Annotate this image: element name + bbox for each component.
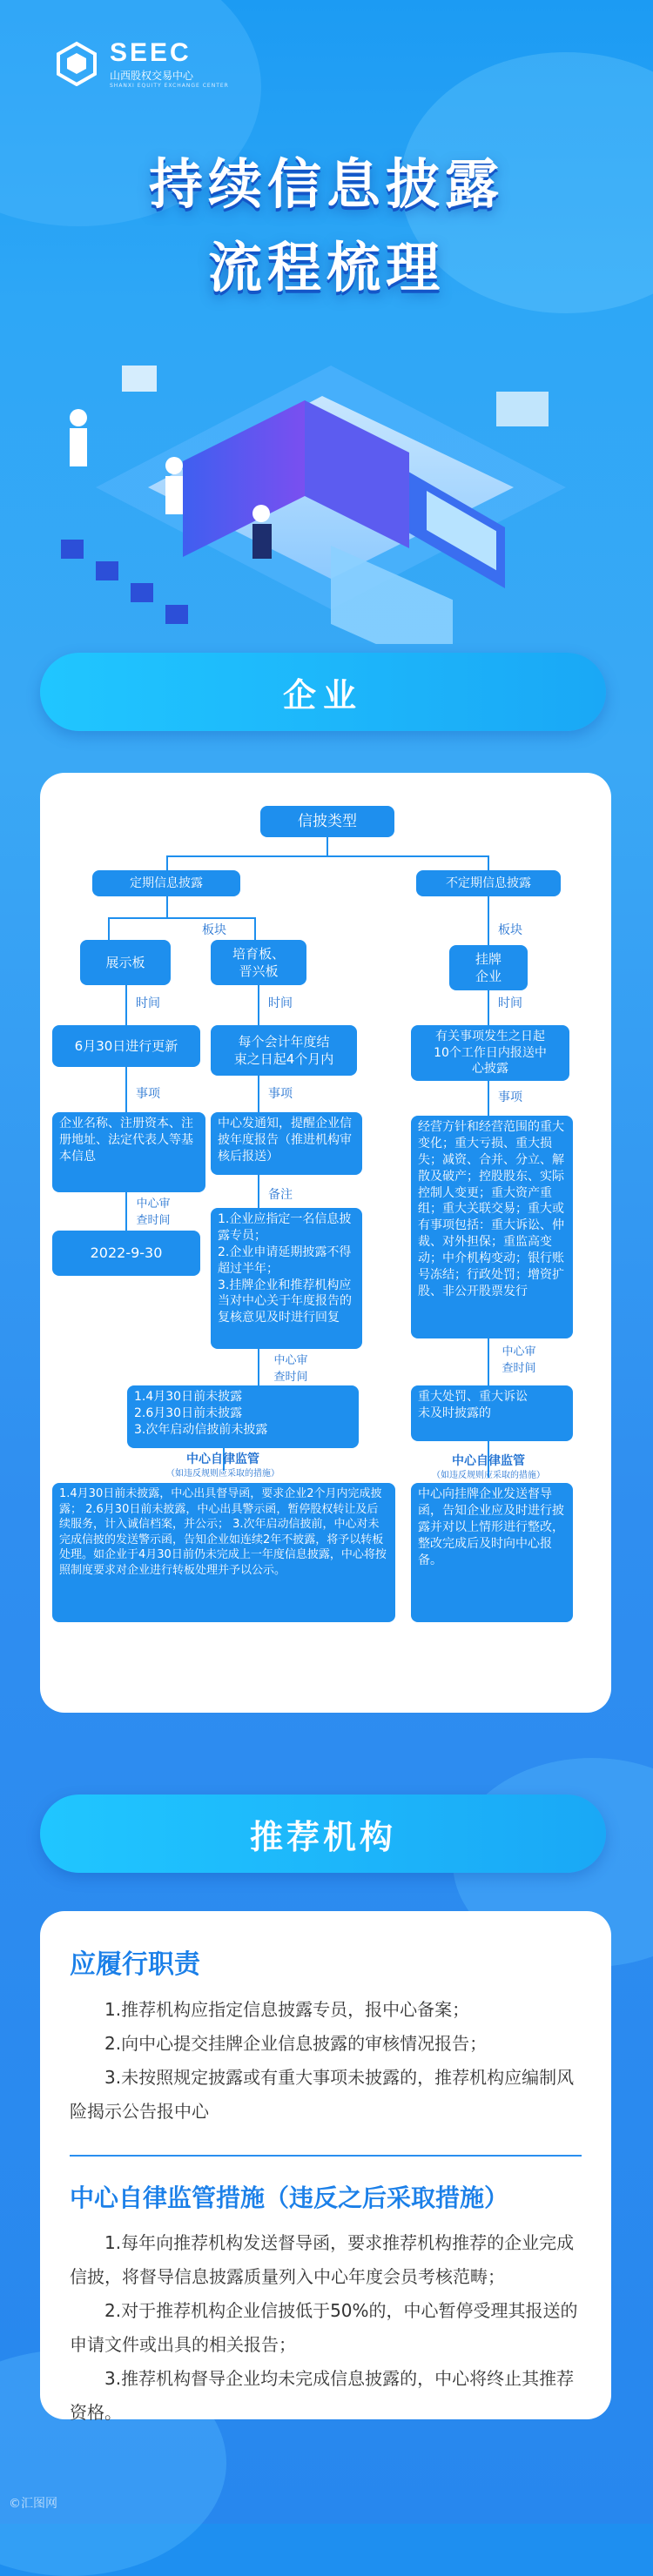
connector (258, 1076, 259, 1112)
flow-listed-enterprise: 挂牌 企业 (449, 945, 528, 990)
connector (326, 837, 328, 856)
logo-subtitle: 山西股权交易中心 (110, 70, 194, 82)
flow-cultivate-board: 培育板、 晋兴板 (211, 940, 306, 985)
flow-listed-review: 重大处罚、重大诉讼 未及时披露的 (411, 1385, 573, 1441)
connector (258, 1175, 259, 1208)
connector (166, 896, 168, 917)
section-pill-institution: 推荐机构 (40, 1794, 606, 1873)
isometric-factory-illustration (44, 313, 618, 644)
label-board: 板块 (202, 923, 226, 937)
label-matter: 事项 (136, 1087, 160, 1101)
flow-listed-time: 有关事项发生之日起 10个工作日内报送中 心披露 (411, 1025, 569, 1081)
label-time: 时间 (136, 996, 160, 1010)
connector (488, 990, 489, 1025)
label-time-2: 时间 (268, 996, 293, 1010)
measure-item: 2.对于推荐机构企业信披低于50%的，中心暂停受理其报送的申请文件或出具的相关报告； (70, 2300, 578, 2355)
label-supervise-sub: （如违反规则应采取的措施） (166, 1469, 279, 1479)
label-review-3: 中心审 查时间 (502, 1345, 536, 1375)
flow-cultivate-measures: 1.4月30日前未披露，中心出具督导函，要求企业2个月内完成披露； 2.6月30日前未披露，中心出具警示函，暂停股权转让及后续服务，计入诚信档案，并公示； 3.次年启动信披前，中心对未完成信披的发送警示函，告知企业如连续2年不披露，将予以转板处理。如企业于4月30日前仍未完成上一年度信息披露，中心将按照制度要求对企业进行转板处理并予以公示。 (52, 1483, 395, 1622)
connector (125, 985, 127, 1025)
flow-listed-measures: 中心向挂牌企业发送督导函，告知企业应及时进行披露并对以上情形进行整改，整改完成后及时向中心报备。 (411, 1483, 573, 1622)
label-review: 中心审 查时间 (136, 1197, 171, 1227)
flow-review-date: 2022-9-30 (52, 1231, 200, 1276)
label-supervise: 中心自律监管 (186, 1452, 259, 1466)
measure-list (70, 2226, 582, 2430)
label-matter-3: 事项 (498, 1090, 522, 1104)
divider (70, 2155, 582, 2157)
duty-list (70, 1993, 582, 2129)
label-supervise-sub-2: （如违反规则应采取的措施） (432, 1471, 545, 1480)
connector (108, 917, 256, 919)
logo-cube-icon (54, 41, 99, 86)
label-review-2: 中心审 查时间 (273, 1354, 308, 1384)
flow-listed-matter: 经营方针和经营范围的重大变化；重大亏损、重大损失；减资、合并、分立、解散及破产；控股股东、实际控制人变更；重大资产重组；重大关联交易；重大或有事项包括：重大诉讼、仲裁、对外担保；重监高变动；中介机构变动；银行账号冻结；行政处罚；增资扩股、非公开股票发行 (411, 1116, 573, 1338)
flow-show-matter: 企业名称、注册资本、注册地址、法定代表人等基本信息 (52, 1112, 205, 1192)
logo-name: SEEC (110, 38, 192, 67)
connector (488, 1081, 489, 1116)
connector (108, 917, 110, 940)
label-time-3: 时间 (498, 996, 522, 1010)
measure-item: 1.每年向推荐机构发送督导函，要求推荐机构推荐的企业完成信披，将督导信息披露质量列入中心年度会员考核范畴； (70, 2232, 575, 2287)
flow-cultivate-review: 1.4月30日前未披露 2.6月30日前未披露 3.次年启动信披前未披露 (127, 1385, 359, 1448)
label-board-2: 板块 (498, 923, 522, 937)
label-matter-2: 事项 (268, 1087, 293, 1101)
section-pill-enterprise: 企业 (40, 653, 606, 731)
connector (125, 1067, 127, 1112)
connector (258, 985, 259, 1025)
label-remark: 备注 (268, 1188, 293, 1202)
label-supervise-2: 中心自律监管 (452, 1454, 525, 1468)
flow-remark: 1.企业应指定一名信息披露专员； 2.企业申请延期披露不得超过半年； 3.挂牌企业和推荐机构应当对中心关于年度报告的复核意见及时进行回复 (211, 1208, 362, 1349)
flow-regular: 定期信息披露 (92, 870, 240, 896)
flow-cultivate-matter: 中心发通知，提醒企业信披年度报告（推进机构审核后报送） (211, 1112, 362, 1175)
duty-item: 3.未按照规定披露或有重大事项未披露的，推荐机构应编制风险揭示公告报中心 (70, 2067, 575, 2122)
enterprise-flow-card (40, 773, 611, 1713)
connector (166, 855, 489, 857)
flow-root: 信披类型 (260, 806, 394, 837)
measure-title: 中心自律监管措施（违反之后采取措施） (70, 2184, 509, 2212)
connector (488, 896, 489, 945)
watermark: ©汇图网 (9, 2497, 57, 2511)
duty-title: 应履行职责 (70, 1949, 200, 1980)
flow-show-time: 6月30日进行更新 (52, 1025, 200, 1067)
connector (166, 855, 168, 871)
connector (258, 1349, 259, 1385)
logo-english: SHANXI EQUITY EXCHANGE CENTER (110, 83, 229, 89)
connector (488, 855, 489, 871)
connector (488, 1338, 489, 1385)
logo (54, 38, 229, 89)
page-title-line1: 持续信息披露 (148, 152, 504, 216)
duty-item: 2.向中心提交挂牌企业信息披露的审核情况报告； (104, 2033, 488, 2054)
duty-item: 1.推荐机构应指定信息披露专员，报中心备案； (104, 1999, 470, 2020)
institution-card (40, 1911, 611, 2423)
flow-cultivate-time: 每个会计年度结 束之日起4个月内 (211, 1025, 357, 1076)
flow-irregular: 不定期信息披露 (416, 870, 561, 896)
flow-show-board: 展示板 (80, 940, 171, 985)
measure-item: 3.推荐机构督导企业均未完成信息披露的，中心将终止其推荐资格。 (70, 2368, 575, 2423)
connector (254, 917, 256, 940)
page-title-line2: 流程梳理 (207, 236, 445, 299)
